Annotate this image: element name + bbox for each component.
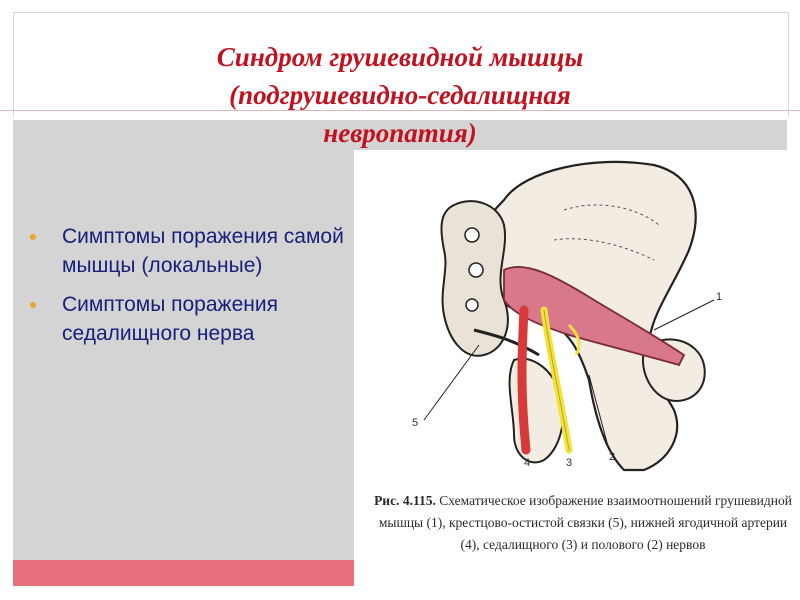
caption-label: Рис. 4.115. <box>374 493 436 508</box>
sacrum-bone <box>441 201 507 356</box>
label-3: 3 <box>566 457 573 469</box>
label-2: 2 <box>609 451 616 463</box>
inferior-gluteal-artery <box>522 310 526 450</box>
pelvis-illustration <box>354 150 800 490</box>
title-line-1: Синдром грушевидной мышцы <box>216 42 584 72</box>
bullet-dot-icon <box>30 302 36 308</box>
bullet-text: Симптомы поражения седалищного нерва <box>62 293 278 345</box>
slide-title <box>60 38 740 152</box>
caption-text: Схематическое изображение взаимоотношений грушевидной мышцы (1), крестцово-остистой связки (5), нижней ягодичной артерии (4), седалищного (3) и полового (2) нервов <box>378 493 792 552</box>
bullet-text: Симптомы поражения самой мышцы (локальные) <box>62 225 344 277</box>
label-4: 4 <box>524 457 531 469</box>
label-1: 1 <box>716 291 723 303</box>
anatomy-figure <box>354 150 800 600</box>
title-line-2: (подгрушевидно-седалищная <box>229 80 571 110</box>
bullet-item <box>28 290 348 348</box>
bullet-dot-icon <box>30 234 36 240</box>
title-line-3: невропатия) <box>323 118 477 148</box>
bullet-list <box>28 222 348 354</box>
label-5: 5 <box>412 417 419 429</box>
bullet-item <box>28 222 348 280</box>
figure-caption <box>368 490 798 556</box>
